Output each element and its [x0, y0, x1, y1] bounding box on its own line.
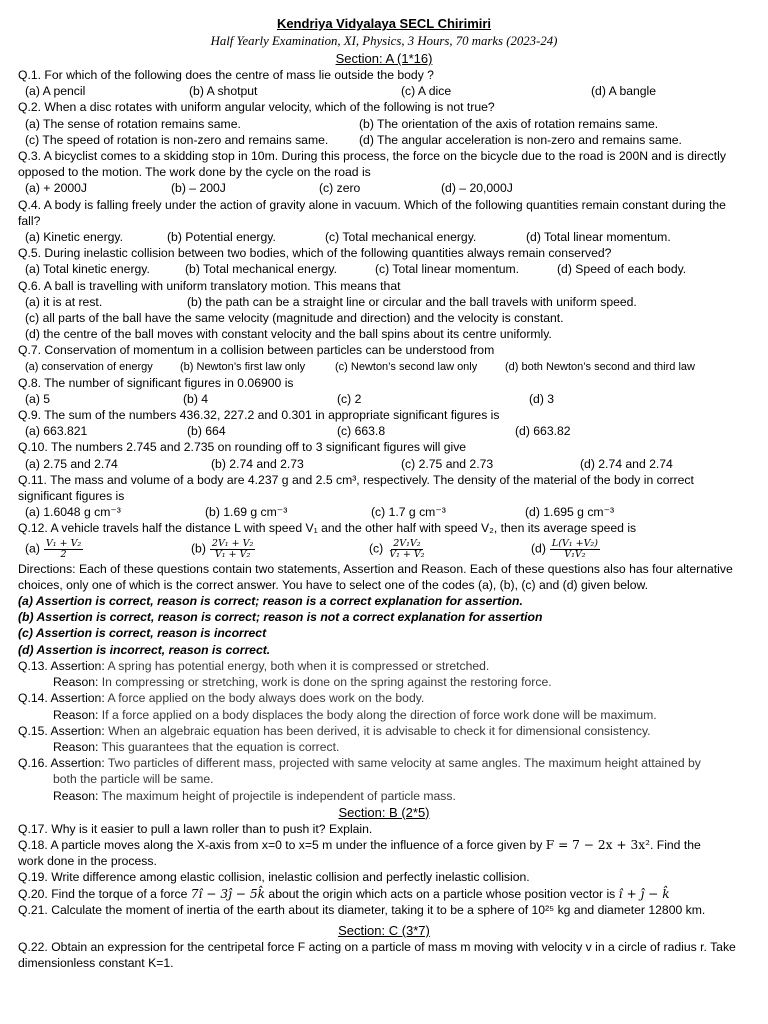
question-19: [18, 869, 750, 885]
question-text: During inelastic collision between two bodies, which of the following quantities always remain conserved?: [44, 246, 612, 261]
assertion-text: When an algebraic equation has been derived, it is advisable to check it for dimensional consistency.: [108, 723, 651, 738]
question-text: Why is it easier to pull a lawn roller than to push it? Explain.: [51, 821, 373, 836]
section-b-heading: Section: B (2*5): [338, 804, 430, 820]
question-11: [18, 472, 750, 504]
reason-label: Reason:: [53, 739, 99, 754]
option-b: (b) 1.69 g cm⁻³: [205, 505, 288, 520]
option-b: (b) the path can be a straight line or circular and the ball travels with uniform speed.: [187, 294, 637, 309]
options-row: [18, 391, 750, 407]
option-c: (c) 2: [337, 391, 362, 406]
denominator: 2: [60, 548, 67, 560]
code-b: (b) Assertion is correct, reason is correct; reason is not a correct explanation for assertion: [18, 610, 543, 625]
fraction: [387, 539, 426, 560]
fraction: [550, 539, 600, 560]
reason: [18, 674, 750, 690]
options-row: [18, 116, 750, 132]
assertion-text: Two particles of different mass, projected with same velocity at same angles. The maximum height attained by: [107, 756, 701, 771]
options-row: [18, 132, 750, 148]
question-number: Q.5.: [18, 246, 42, 261]
option-d: (d) Speed of each body.: [557, 262, 687, 277]
option-label: (b): [191, 541, 206, 556]
question-number: Q.16.: [18, 756, 48, 771]
option-a: (a) + 2000J: [25, 181, 87, 196]
option-c: (c) all parts of the ball have the same velocity (magnitude and direction) and the velocity is constant.: [25, 310, 564, 325]
option-b: (b) 664: [187, 424, 226, 439]
question-text: The numbers 2.745 and 2.735 on rounding off to 3 significant figures will give: [50, 440, 467, 455]
option-c: (c) zero: [319, 181, 361, 196]
reason: [18, 707, 750, 723]
question-text: Find the torque of a force: [51, 886, 188, 901]
denominator: V₁ + V₂: [214, 548, 251, 560]
question-text: Conservation of momentum in a collision between particles can be understood from: [44, 343, 495, 358]
options-row: [18, 180, 750, 196]
question-number: Q.11.: [18, 472, 47, 487]
options-row: [18, 359, 750, 375]
option-d: (d) 2.74 and 2.74: [580, 456, 673, 471]
option-c: (c) 663.8: [337, 424, 386, 439]
exam-title: Half Yearly Examination, XI, Physics, 3 Hours, 70 marks (2023-24): [210, 34, 558, 48]
option-c: (c) Total linear momentum.: [375, 262, 520, 277]
question-text: Calculate the moment of inertia of the earth about its diameter, taking it to be a sphere of 10²⁵ kg and diameter 12800 km.: [51, 902, 706, 917]
question-10: [18, 439, 750, 455]
options-row: [18, 456, 750, 472]
question-number: Q.18.: [18, 837, 48, 852]
options-row: [18, 310, 750, 326]
numerator: 2V₁V₂: [393, 537, 421, 549]
option-a: (a) it is at rest.: [25, 294, 103, 309]
question-number: Q.22.: [18, 939, 48, 954]
option-d: (d) – 20,000J: [441, 181, 513, 196]
option-a: (a) A pencil: [25, 84, 86, 99]
option-label: (c): [369, 541, 384, 556]
option-label: (d): [531, 541, 546, 556]
reason-text: This guarantees that the equation is correct.: [101, 739, 340, 754]
fraction: [44, 539, 83, 560]
question-17: [18, 821, 750, 837]
assertion-label: Assertion:: [50, 723, 105, 738]
options-row: [18, 537, 750, 561]
question-text: The sum of the numbers 436.32, 227.2 and 0.301 in appropriate significant figures is: [44, 408, 500, 423]
question-22: [18, 939, 750, 971]
question-20: [18, 886, 750, 902]
option-c: (c) Total mechanical energy.: [325, 229, 477, 244]
options-row: [18, 229, 750, 245]
question-text: A ball is travelling with uniform translatory motion. This means that: [43, 278, 401, 293]
code-d: (d) Assertion is incorrect, reason is correct.: [18, 642, 271, 657]
reason-text: If a force applied on a body displaces the body along the direction of force work done will be maximum.: [101, 707, 657, 722]
assertion-continued: both the particle will be same.: [53, 772, 214, 787]
assertion-label: Assertion:: [50, 658, 105, 673]
option-b: (b) Total mechanical energy.: [185, 262, 337, 277]
question-number: Q.17.: [18, 821, 48, 836]
reason-label: Reason:: [53, 675, 99, 690]
question-text-cont: about the origin which acts on a particle whose position vector is: [268, 886, 616, 901]
option-b: [191, 539, 255, 560]
question-number: Q.8.: [18, 375, 42, 390]
option-b: (b) A shotput: [189, 84, 258, 99]
option-b: (b) 2.74 and 2.73: [211, 456, 304, 471]
option-a: (a) The sense of rotation remains same.: [25, 116, 241, 131]
question-text-line2: work done in the process.: [18, 854, 157, 869]
assertion-label: Assertion:: [50, 691, 105, 706]
options-row: [18, 423, 750, 439]
options-row: [18, 504, 750, 520]
question-text: Obtain an expression for the centripetal force F acting on a particle of mass m moving with velocity v in a circle of radius r. Take dimensionless constant K=1.: [18, 939, 736, 971]
numerator: 2V₁ + V₂: [211, 537, 254, 549]
question-number: Q.9.: [18, 408, 42, 423]
code-c: (c) Assertion is correct, reason is incorrect: [18, 626, 267, 641]
reason: [18, 739, 750, 755]
assertion-label: Assertion:: [50, 756, 105, 771]
option-d: (d) the centre of the ball moves with constant velocity and the ball spins about its centre uniformly.: [25, 327, 552, 342]
question-15: [18, 723, 750, 739]
option-c: (c) 2.75 and 2.73: [401, 456, 494, 471]
question-16: [18, 755, 750, 771]
reason-label: Reason:: [53, 788, 99, 803]
option-a: (a) 2.75 and 2.74: [25, 456, 118, 471]
reason: [18, 788, 750, 804]
question-number: Q.2.: [18, 100, 42, 115]
question-13: [18, 658, 750, 674]
question-18: [18, 837, 750, 853]
options-row: [18, 83, 750, 99]
option-a: (a) 663.821: [25, 424, 88, 439]
fraction: [210, 539, 255, 560]
directions: [18, 561, 750, 593]
option-a: (a) Total kinetic energy.: [25, 262, 150, 277]
option-d: [531, 539, 600, 560]
option-b: (b) Potential energy.: [167, 229, 276, 244]
question-9: [18, 407, 750, 423]
option-a: (a) Kinetic energy.: [25, 229, 123, 244]
question-text: The number of significant figures in 0.06900 is: [44, 375, 294, 390]
question-number: Q.6.: [18, 278, 42, 293]
question-number: Q.3.: [18, 148, 42, 163]
question-text: A body is falling freely under the action of gravity alone in vacuum. Which of the following quantities remain constant during the fall?: [18, 197, 726, 228]
denominator: V₁ + V₂: [389, 548, 425, 560]
assertion-text: A spring has potential energy, both when it is compressed or stretched.: [107, 658, 490, 673]
question-5: [18, 245, 750, 261]
question-number: Q.19.: [18, 870, 48, 885]
question-14: [18, 690, 750, 706]
option-label: (a): [25, 541, 40, 556]
directions-label: Directions:: [18, 561, 76, 576]
option-a: (a) 1.6048 g cm⁻³: [25, 505, 121, 520]
option-a: [25, 539, 83, 560]
reason-text: The maximum height of projectile is independent of particle mass.: [101, 788, 456, 803]
question-text: A vehicle travels half the distance L with speed V₁ and the other half with speed V₂, then its average speed is: [50, 521, 637, 536]
question-number: Q.4.: [18, 197, 42, 212]
option-d: (d) A bangle: [591, 84, 657, 99]
question-number: Q.21.: [18, 902, 48, 917]
force-vector: 7î − 3ĵ − 5k̂: [190, 886, 266, 901]
question-21: [18, 902, 750, 918]
reason-label: Reason:: [53, 707, 99, 722]
assertion-text: A force applied on the body always does work on the body.: [107, 691, 425, 706]
question-text: For which of the following does the centre of mass lie outside the body ?: [44, 68, 434, 82]
question-12: [18, 520, 750, 536]
question-number: Q.14.: [18, 691, 48, 706]
reason-text: In compressing or stretching, work is done on the spring against the restoring force.: [101, 675, 552, 690]
question-text: Write difference among elastic collision, inelastic collision and perfectly inelastic collision.: [51, 870, 530, 885]
option-a: (a) conservation of energy: [25, 360, 153, 373]
question-2: [18, 99, 750, 115]
option-d: (d) Total linear momentum.: [526, 229, 671, 244]
section-c-heading: Section: C (3*7): [338, 922, 430, 938]
question-number: Q.13.: [18, 658, 48, 673]
option-c: (c) 1.7 g cm⁻³: [371, 505, 446, 520]
option-d: (d) 3: [529, 391, 555, 406]
school-name: Kendriya Vidyalaya SECL Chirimiri: [276, 16, 492, 31]
question-8: [18, 375, 750, 391]
directions-text: Each of these questions contain two statements, Assertion and Reason. Each of these questions also has four alternative choices, only one of which is the correct answer. You have to select one of the codes (a), (b), (c) and (d) given below.: [18, 561, 733, 592]
question-number: Q.7.: [18, 343, 42, 358]
numerator: L(V₁ +V₂): [551, 537, 598, 549]
question-number: Q.1.: [18, 68, 42, 82]
question-number: Q.15.: [18, 723, 48, 738]
option-c: [369, 539, 427, 560]
question-text: When a disc rotates with uniform angular velocity, which of the following is not true?: [44, 100, 495, 115]
option-c: (c) A dice: [401, 84, 452, 99]
question-number: Q.20.: [18, 886, 48, 901]
question-7: [18, 342, 750, 358]
option-c: (c) Newton’s second law only: [335, 360, 478, 373]
numerator: V₁ + V₂: [45, 537, 82, 549]
question-1: [18, 67, 750, 83]
option-b: (b) Newton’s first law only: [180, 360, 306, 373]
position-vector: î + ĵ − k̂: [618, 886, 670, 901]
question-number: Q.10.: [18, 440, 48, 455]
section-a-heading: Section: A (1*16): [335, 51, 433, 66]
question-text-cont: . Find the: [649, 837, 701, 852]
option-d: (d) 663.82: [515, 424, 571, 439]
option-c: (c) The speed of rotation is non-zero and remains same.: [25, 132, 329, 147]
option-b: (b) 4: [183, 391, 209, 406]
option-a: (a) 5: [25, 391, 51, 406]
option-d: (d) 1.695 g cm⁻³: [525, 505, 615, 520]
question-text: A particle moves along the X-axis from x=0 to x=5 m under the influence of a force given by: [50, 837, 543, 852]
option-b: (b) – 200J: [171, 181, 226, 196]
options-row: [18, 294, 750, 310]
option-d: (d) both Newton’s second and third law: [505, 360, 695, 373]
option-d: (d) The angular acceleration is non-zero and remains same.: [359, 132, 682, 147]
options-row: [18, 261, 750, 277]
question-6: [18, 278, 750, 294]
question-text: The mass and volume of a body are 4.237 g and 2.5 cm³, respectively. The density of the material of the body in correct significant figures is: [18, 472, 694, 504]
question-4: [18, 197, 750, 229]
question-text: A bicyclist comes to a skidding stop in 10m. During this process, the force on the bicycle due to the road is 200N and is directly opposed to the motion. The work done by the cycle on the road is: [18, 148, 726, 180]
question-3: [18, 148, 750, 180]
options-row: [18, 326, 750, 342]
option-b: (b) The orientation of the axis of rotation remains same.: [359, 116, 659, 131]
code-a: (a) Assertion is correct, reason is correct; reason is a correct explanation for assertion.: [18, 594, 523, 609]
denominator: V₁V₂: [564, 548, 586, 560]
question-number: Q.12.: [18, 521, 48, 536]
force-formula: F = 7 − 2x + 3x²: [545, 837, 650, 852]
